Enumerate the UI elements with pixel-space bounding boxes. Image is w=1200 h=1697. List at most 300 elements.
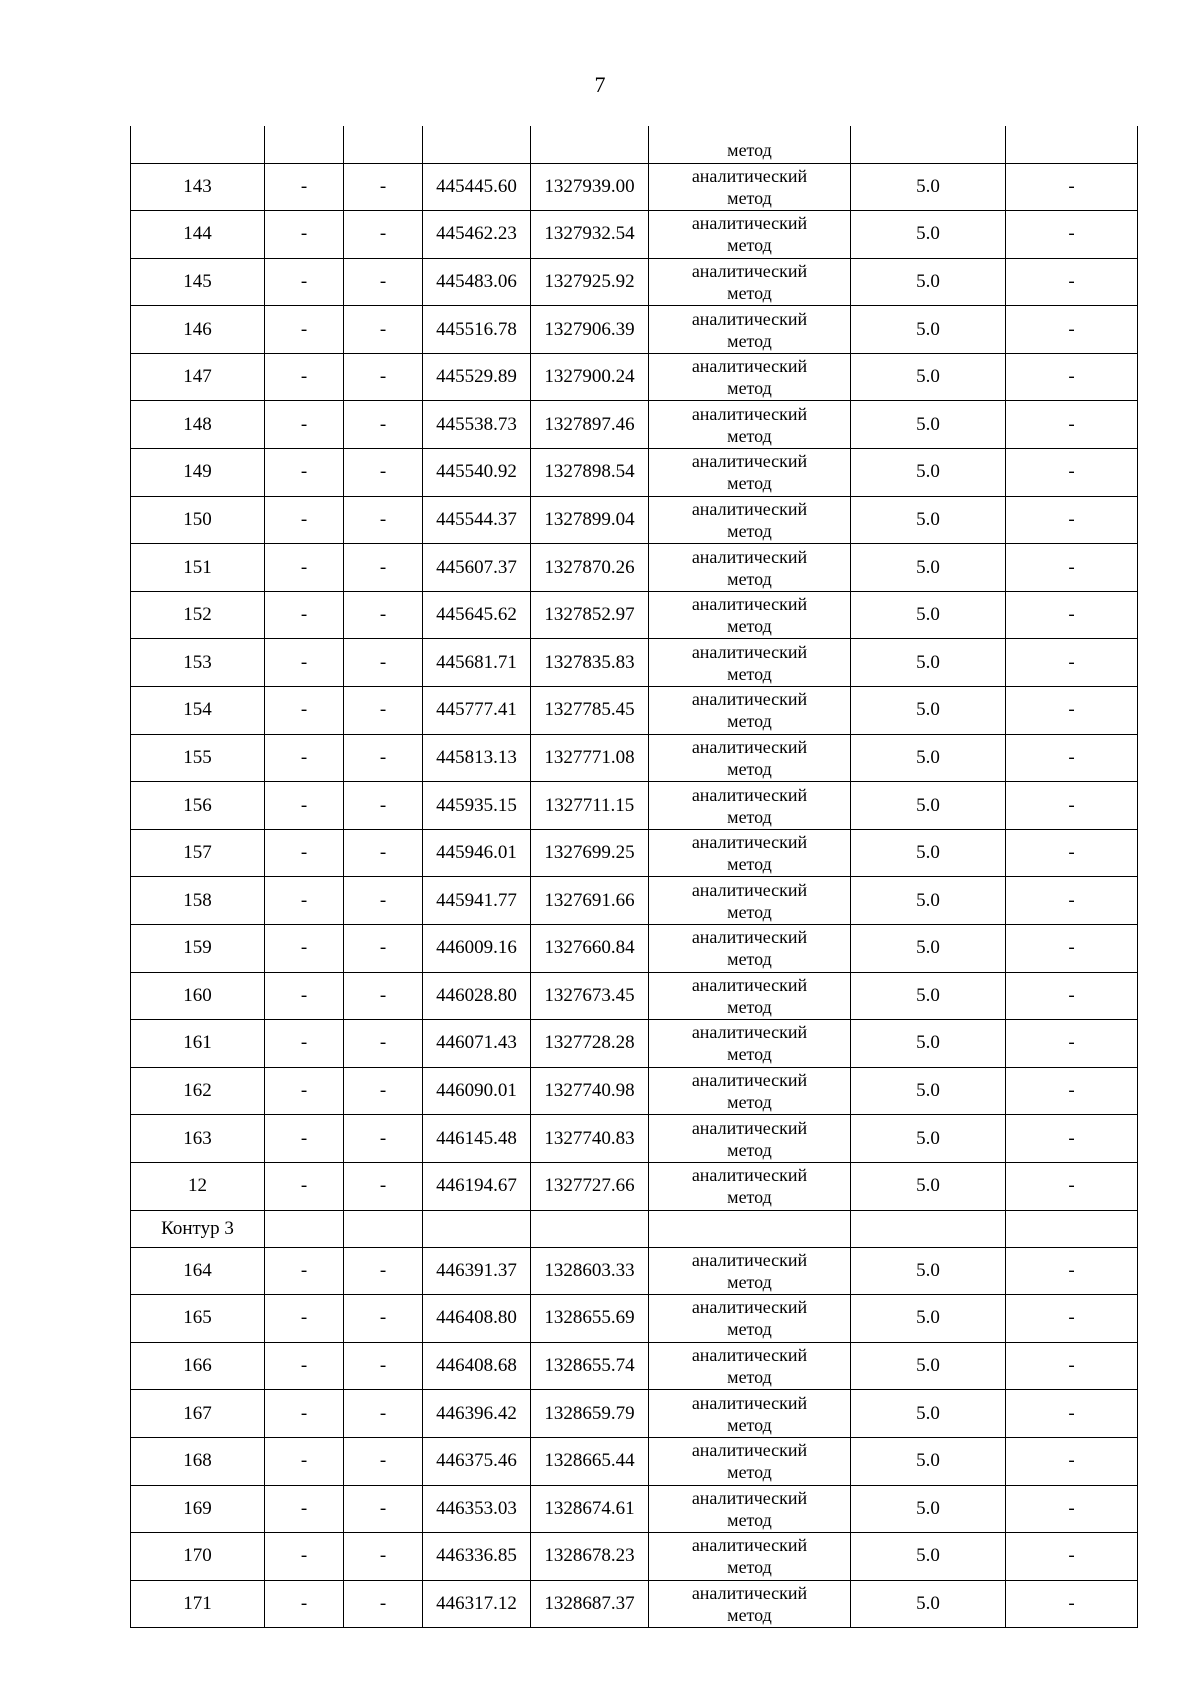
cell-method xyxy=(649,1342,851,1390)
cell-dash: - xyxy=(265,353,344,401)
method-line-2: метод xyxy=(727,711,772,732)
cell-x-coordinate: 445607.37 xyxy=(423,544,531,592)
cell-accuracy: 5.0 xyxy=(851,1342,1006,1390)
cell-y-coordinate: 1327699.25 xyxy=(531,829,649,877)
cell-dash: - xyxy=(265,782,344,830)
cell-accuracy: 5.0 xyxy=(851,972,1006,1020)
cell-x-coordinate: 446090.01 xyxy=(423,1067,531,1115)
section-label: Контур 3 xyxy=(131,1210,265,1247)
cell-dash: - xyxy=(344,353,423,401)
cell-point-number: 148 xyxy=(131,401,265,449)
cell-dash: - xyxy=(1006,1342,1138,1390)
cell-dash: - xyxy=(1006,496,1138,544)
cell-empty xyxy=(531,1210,649,1247)
table-row xyxy=(131,211,1138,259)
cell-dash: - xyxy=(265,877,344,925)
cell-accuracy: 5.0 xyxy=(851,1247,1006,1295)
cell-accuracy: 5.0 xyxy=(851,353,1006,401)
cell-point-number: 167 xyxy=(131,1390,265,1438)
cell-x-coordinate: 446391.37 xyxy=(423,1247,531,1295)
cell-y-coordinate: 1327932.54 xyxy=(531,211,649,259)
cell-dash: - xyxy=(1006,1247,1138,1295)
cell-point-number: 164 xyxy=(131,1247,265,1295)
cell-dash: - xyxy=(1006,1390,1138,1438)
cell-dash: - xyxy=(1006,925,1138,973)
cell-dash: - xyxy=(265,1115,344,1163)
cell-x-coordinate: 445540.92 xyxy=(423,449,531,497)
cell-dash: - xyxy=(265,1342,344,1390)
method-line-2: метод xyxy=(727,663,772,684)
cell-empty xyxy=(131,126,265,163)
cell-dash: - xyxy=(1006,1485,1138,1533)
method-line-1: аналитический xyxy=(691,1392,808,1413)
cell-dash: - xyxy=(265,401,344,449)
cell-dash: - xyxy=(1006,1437,1138,1485)
method-line-2: метод xyxy=(727,330,772,351)
cell-accuracy: 5.0 xyxy=(851,782,1006,830)
method-line-1: аналитический xyxy=(691,1440,808,1461)
cell-y-coordinate: 1327691.66 xyxy=(531,877,649,925)
method-line-1: аналитический xyxy=(691,927,808,948)
cell-accuracy: 5.0 xyxy=(851,401,1006,449)
cell-dash: - xyxy=(1006,163,1138,211)
method-line-1: аналитический xyxy=(691,736,808,757)
method-line-1: аналитический xyxy=(691,879,808,900)
cell-point-number: 149 xyxy=(131,449,265,497)
cell-dash: - xyxy=(265,639,344,687)
cell-dash: - xyxy=(344,925,423,973)
cell-point-number: 151 xyxy=(131,544,265,592)
cell-point-number: 145 xyxy=(131,258,265,306)
cell-dash: - xyxy=(1006,734,1138,782)
cell-accuracy: 5.0 xyxy=(851,829,1006,877)
cell-y-coordinate: 1328655.74 xyxy=(531,1342,649,1390)
cell-point-number: 154 xyxy=(131,687,265,735)
cell-dash: - xyxy=(344,877,423,925)
table-row xyxy=(131,353,1138,401)
cell-dash: - xyxy=(344,829,423,877)
cell-y-coordinate: 1328674.61 xyxy=(531,1485,649,1533)
cell-empty xyxy=(423,1210,531,1247)
cell-method xyxy=(649,1020,851,1068)
table-row xyxy=(131,1390,1138,1438)
cell-method xyxy=(649,163,851,211)
cell-y-coordinate: 1327771.08 xyxy=(531,734,649,782)
cell-point-number: 157 xyxy=(131,829,265,877)
cell-accuracy: 5.0 xyxy=(851,925,1006,973)
cell-y-coordinate: 1328659.79 xyxy=(531,1390,649,1438)
cell-dash: - xyxy=(344,1390,423,1438)
cell-point-number: 143 xyxy=(131,163,265,211)
cell-y-coordinate: 1328665.44 xyxy=(531,1437,649,1485)
cell-dash: - xyxy=(344,734,423,782)
table-row xyxy=(131,1485,1138,1533)
cell-point-number: 160 xyxy=(131,972,265,1020)
cell-point-number: 147 xyxy=(131,353,265,401)
table-row xyxy=(131,1295,1138,1343)
cell-dash: - xyxy=(344,782,423,830)
method-line-2: метод xyxy=(727,1092,772,1113)
cell-dash: - xyxy=(265,972,344,1020)
cell-x-coordinate: 446194.67 xyxy=(423,1162,531,1210)
cell-y-coordinate: 1327660.84 xyxy=(531,925,649,973)
cell-dash: - xyxy=(265,306,344,354)
method-line-1: аналитический xyxy=(691,356,808,377)
table-row xyxy=(131,639,1138,687)
cell-dash: - xyxy=(265,1437,344,1485)
cell-empty xyxy=(851,126,1006,163)
cell-method xyxy=(649,449,851,497)
cell-dash: - xyxy=(344,1020,423,1068)
cell-method xyxy=(649,1295,851,1343)
cell-empty xyxy=(423,126,531,163)
method-line-2: метод xyxy=(727,1187,772,1208)
cell-dash: - xyxy=(1006,353,1138,401)
method-line-2: метод xyxy=(727,1367,772,1388)
cell-x-coordinate: 445483.06 xyxy=(423,258,531,306)
cell-y-coordinate: 1327906.39 xyxy=(531,306,649,354)
cell-dash: - xyxy=(1006,1020,1138,1068)
cell-point-number: 152 xyxy=(131,591,265,639)
cell-accuracy: 5.0 xyxy=(851,544,1006,592)
cell-method: метод xyxy=(649,126,851,163)
cell-dash: - xyxy=(265,1390,344,1438)
cell-x-coordinate: 445445.60 xyxy=(423,163,531,211)
cell-dash: - xyxy=(265,163,344,211)
method-line-1: аналитический xyxy=(691,1297,808,1318)
method-line-1: аналитический xyxy=(691,1535,808,1556)
cell-dash: - xyxy=(1006,1295,1138,1343)
cell-accuracy: 5.0 xyxy=(851,1295,1006,1343)
cell-method xyxy=(649,687,851,735)
cell-accuracy: 5.0 xyxy=(851,211,1006,259)
cell-x-coordinate: 445516.78 xyxy=(423,306,531,354)
cell-y-coordinate: 1327785.45 xyxy=(531,687,649,735)
cell-point-number: 166 xyxy=(131,1342,265,1390)
cell-accuracy: 5.0 xyxy=(851,877,1006,925)
method-line-2: метод xyxy=(727,282,772,303)
table-row xyxy=(131,877,1138,925)
cell-accuracy: 5.0 xyxy=(851,258,1006,306)
table-row xyxy=(131,687,1138,735)
cell-dash: - xyxy=(1006,782,1138,830)
continuation-row xyxy=(131,126,1138,163)
method-line-1: аналитический xyxy=(691,832,808,853)
table-row xyxy=(131,1067,1138,1115)
method-line-2: метод xyxy=(727,616,772,637)
cell-y-coordinate: 1327835.83 xyxy=(531,639,649,687)
method-line-2: метод xyxy=(727,1509,772,1530)
cell-method xyxy=(649,782,851,830)
cell-x-coordinate: 446145.48 xyxy=(423,1115,531,1163)
method-line-1: аналитический xyxy=(691,1583,808,1604)
method-line-1: аналитический xyxy=(691,403,808,424)
cell-dash: - xyxy=(265,1067,344,1115)
cell-point-number: 165 xyxy=(131,1295,265,1343)
cell-dash: - xyxy=(265,1580,344,1628)
cell-accuracy: 5.0 xyxy=(851,687,1006,735)
cell-dash: - xyxy=(265,734,344,782)
method-line-2: метод xyxy=(727,1044,772,1065)
cell-method xyxy=(649,401,851,449)
cell-point-number: 150 xyxy=(131,496,265,544)
table-row xyxy=(131,163,1138,211)
cell-y-coordinate: 1328655.69 xyxy=(531,1295,649,1343)
cell-x-coordinate: 446353.03 xyxy=(423,1485,531,1533)
cell-empty xyxy=(1006,1210,1138,1247)
cell-dash: - xyxy=(1006,401,1138,449)
cell-y-coordinate: 1327899.04 xyxy=(531,496,649,544)
method-line-2: метод xyxy=(727,806,772,827)
cell-method xyxy=(649,972,851,1020)
cell-x-coordinate: 445529.89 xyxy=(423,353,531,401)
method-line-1: аналитический xyxy=(691,308,808,329)
cell-accuracy: 5.0 xyxy=(851,1390,1006,1438)
method-line-2: метод xyxy=(727,1557,772,1578)
cell-y-coordinate: 1327727.66 xyxy=(531,1162,649,1210)
method-line-1: аналитический xyxy=(691,689,808,710)
table-row xyxy=(131,401,1138,449)
cell-dash: - xyxy=(1006,1067,1138,1115)
cell-accuracy: 5.0 xyxy=(851,1533,1006,1581)
cell-x-coordinate: 445462.23 xyxy=(423,211,531,259)
cell-method xyxy=(649,353,851,401)
cell-dash: - xyxy=(265,1020,344,1068)
method-line-1: аналитический xyxy=(691,784,808,805)
cell-dash: - xyxy=(344,163,423,211)
method-line-1: аналитический xyxy=(691,213,808,234)
cell-y-coordinate: 1327728.28 xyxy=(531,1020,649,1068)
cell-dash: - xyxy=(344,972,423,1020)
cell-dash: - xyxy=(344,496,423,544)
method-line-1: аналитический xyxy=(691,260,808,281)
section-row xyxy=(131,1210,1138,1247)
cell-method xyxy=(649,258,851,306)
cell-method xyxy=(649,1247,851,1295)
cell-dash: - xyxy=(265,925,344,973)
method-line-1: аналитический xyxy=(691,1117,808,1138)
cell-y-coordinate: 1328603.33 xyxy=(531,1247,649,1295)
cell-dash: - xyxy=(1006,306,1138,354)
cell-method xyxy=(649,1115,851,1163)
cell-point-number: 156 xyxy=(131,782,265,830)
cell-dash: - xyxy=(265,829,344,877)
cell-dash: - xyxy=(265,496,344,544)
cell-dash: - xyxy=(265,1247,344,1295)
cell-dash: - xyxy=(344,1162,423,1210)
cell-dash: - xyxy=(344,544,423,592)
cell-y-coordinate: 1327740.83 xyxy=(531,1115,649,1163)
cell-accuracy: 5.0 xyxy=(851,1485,1006,1533)
method-line-2: метод xyxy=(727,1414,772,1435)
cell-dash: - xyxy=(344,401,423,449)
cell-method xyxy=(649,496,851,544)
cell-x-coordinate: 445941.77 xyxy=(423,877,531,925)
method-line-2: метод xyxy=(727,901,772,922)
cell-dash: - xyxy=(344,1437,423,1485)
method-line-1: аналитический xyxy=(691,498,808,519)
cell-x-coordinate: 446375.46 xyxy=(423,1437,531,1485)
cell-point-number: 161 xyxy=(131,1020,265,1068)
cell-dash: - xyxy=(265,1295,344,1343)
cell-y-coordinate: 1327897.46 xyxy=(531,401,649,449)
cell-method xyxy=(649,1390,851,1438)
method-line-2: метод xyxy=(727,187,772,208)
cell-empty xyxy=(265,1210,344,1247)
method-line-1: аналитический xyxy=(691,641,808,662)
cell-method xyxy=(649,1067,851,1115)
method-line-1: аналитический xyxy=(691,1487,808,1508)
cell-dash: - xyxy=(344,1115,423,1163)
method-line-2: метод xyxy=(727,1271,772,1292)
cell-dash: - xyxy=(344,449,423,497)
cell-x-coordinate: 446028.80 xyxy=(423,972,531,1020)
cell-y-coordinate: 1327673.45 xyxy=(531,972,649,1020)
table-row xyxy=(131,544,1138,592)
method-line-2: метод xyxy=(727,1462,772,1483)
cell-dash: - xyxy=(265,687,344,735)
cell-dash: - xyxy=(1006,211,1138,259)
cell-accuracy: 5.0 xyxy=(851,734,1006,782)
cell-dash: - xyxy=(344,1295,423,1343)
cell-dash: - xyxy=(344,211,423,259)
cell-accuracy: 5.0 xyxy=(851,1580,1006,1628)
coordinates-table xyxy=(130,126,1138,1628)
cell-accuracy: 5.0 xyxy=(851,591,1006,639)
cell-dash: - xyxy=(265,591,344,639)
cell-dash: - xyxy=(1006,544,1138,592)
cell-empty xyxy=(1006,126,1138,163)
cell-x-coordinate: 446336.85 xyxy=(423,1533,531,1581)
cell-method xyxy=(649,306,851,354)
cell-point-number: 12 xyxy=(131,1162,265,1210)
cell-dash: - xyxy=(344,1342,423,1390)
method-line-2: метод xyxy=(727,1605,772,1626)
method-line-1: аналитический xyxy=(691,974,808,995)
method-line-2: метод xyxy=(727,854,772,875)
cell-point-number: 146 xyxy=(131,306,265,354)
cell-point-number: 169 xyxy=(131,1485,265,1533)
cell-x-coordinate: 446071.43 xyxy=(423,1020,531,1068)
method-line-2: метод xyxy=(727,473,772,494)
cell-dash: - xyxy=(265,449,344,497)
method-line-1: аналитический xyxy=(691,546,808,567)
table-row xyxy=(131,306,1138,354)
cell-dash: - xyxy=(344,1580,423,1628)
cell-x-coordinate: 445777.41 xyxy=(423,687,531,735)
method-line-2: метод xyxy=(727,1319,772,1340)
cell-y-coordinate: 1328678.23 xyxy=(531,1533,649,1581)
cell-dash: - xyxy=(1006,591,1138,639)
cell-method xyxy=(649,1162,851,1210)
cell-x-coordinate: 445544.37 xyxy=(423,496,531,544)
table-row xyxy=(131,1437,1138,1485)
method-line-1: аналитический xyxy=(691,165,808,186)
cell-y-coordinate: 1327900.24 xyxy=(531,353,649,401)
cell-accuracy: 5.0 xyxy=(851,1162,1006,1210)
cell-dash: - xyxy=(1006,449,1138,497)
method-line-2: метод xyxy=(727,758,772,779)
cell-point-number: 162 xyxy=(131,1067,265,1115)
cell-dash: - xyxy=(1006,1533,1138,1581)
cell-method xyxy=(649,544,851,592)
table-row xyxy=(131,925,1138,973)
cell-empty xyxy=(851,1210,1006,1247)
method-line-2: метод xyxy=(727,996,772,1017)
table-row xyxy=(131,449,1138,497)
cell-dash: - xyxy=(265,1533,344,1581)
cell-dash: - xyxy=(1006,877,1138,925)
cell-dash: - xyxy=(1006,1162,1138,1210)
table-row xyxy=(131,591,1138,639)
method-line-1: аналитический xyxy=(691,1345,808,1366)
cell-dash: - xyxy=(344,306,423,354)
cell-dash: - xyxy=(265,1485,344,1533)
cell-point-number: 159 xyxy=(131,925,265,973)
method-line-2: метод xyxy=(727,378,772,399)
cell-dash: - xyxy=(1006,972,1138,1020)
cell-method xyxy=(649,591,851,639)
method-line-1: аналитический xyxy=(691,594,808,615)
cell-empty xyxy=(531,126,649,163)
cell-method xyxy=(649,829,851,877)
cell-method xyxy=(649,925,851,973)
cell-y-coordinate: 1327740.98 xyxy=(531,1067,649,1115)
table-row xyxy=(131,1580,1138,1628)
cell-dash: - xyxy=(265,211,344,259)
cell-dash: - xyxy=(265,544,344,592)
cell-accuracy: 5.0 xyxy=(851,1437,1006,1485)
cell-empty xyxy=(344,126,423,163)
table-row xyxy=(131,829,1138,877)
method-line-2: метод xyxy=(727,568,772,589)
table-row xyxy=(131,1115,1138,1163)
cell-accuracy: 5.0 xyxy=(851,639,1006,687)
table-row xyxy=(131,734,1138,782)
cell-dash: - xyxy=(1006,639,1138,687)
cell-point-number: 163 xyxy=(131,1115,265,1163)
cell-y-coordinate: 1327852.97 xyxy=(531,591,649,639)
cell-point-number: 155 xyxy=(131,734,265,782)
cell-empty xyxy=(265,126,344,163)
cell-empty xyxy=(649,1210,851,1247)
table-row xyxy=(131,496,1138,544)
cell-dash: - xyxy=(344,1485,423,1533)
cell-dash: - xyxy=(265,1162,344,1210)
page-number: 7 xyxy=(594,72,606,97)
cell-method xyxy=(649,1580,851,1628)
cell-y-coordinate: 1328687.37 xyxy=(531,1580,649,1628)
cell-x-coordinate: 445935.15 xyxy=(423,782,531,830)
cell-dash: - xyxy=(1006,829,1138,877)
cell-dash: - xyxy=(344,639,423,687)
cell-point-number: 144 xyxy=(131,211,265,259)
cell-method xyxy=(649,211,851,259)
cell-accuracy: 5.0 xyxy=(851,1067,1006,1115)
cell-dash: - xyxy=(1006,687,1138,735)
cell-x-coordinate: 445681.71 xyxy=(423,639,531,687)
cell-method xyxy=(649,1437,851,1485)
cell-x-coordinate: 446317.12 xyxy=(423,1580,531,1628)
table-row xyxy=(131,1020,1138,1068)
cell-dash: - xyxy=(344,258,423,306)
cell-x-coordinate: 446408.68 xyxy=(423,1342,531,1390)
cell-point-number: 153 xyxy=(131,639,265,687)
cell-dash: - xyxy=(344,1247,423,1295)
cell-method xyxy=(649,877,851,925)
method-line-2: метод xyxy=(727,235,772,256)
table-row xyxy=(131,1533,1138,1581)
